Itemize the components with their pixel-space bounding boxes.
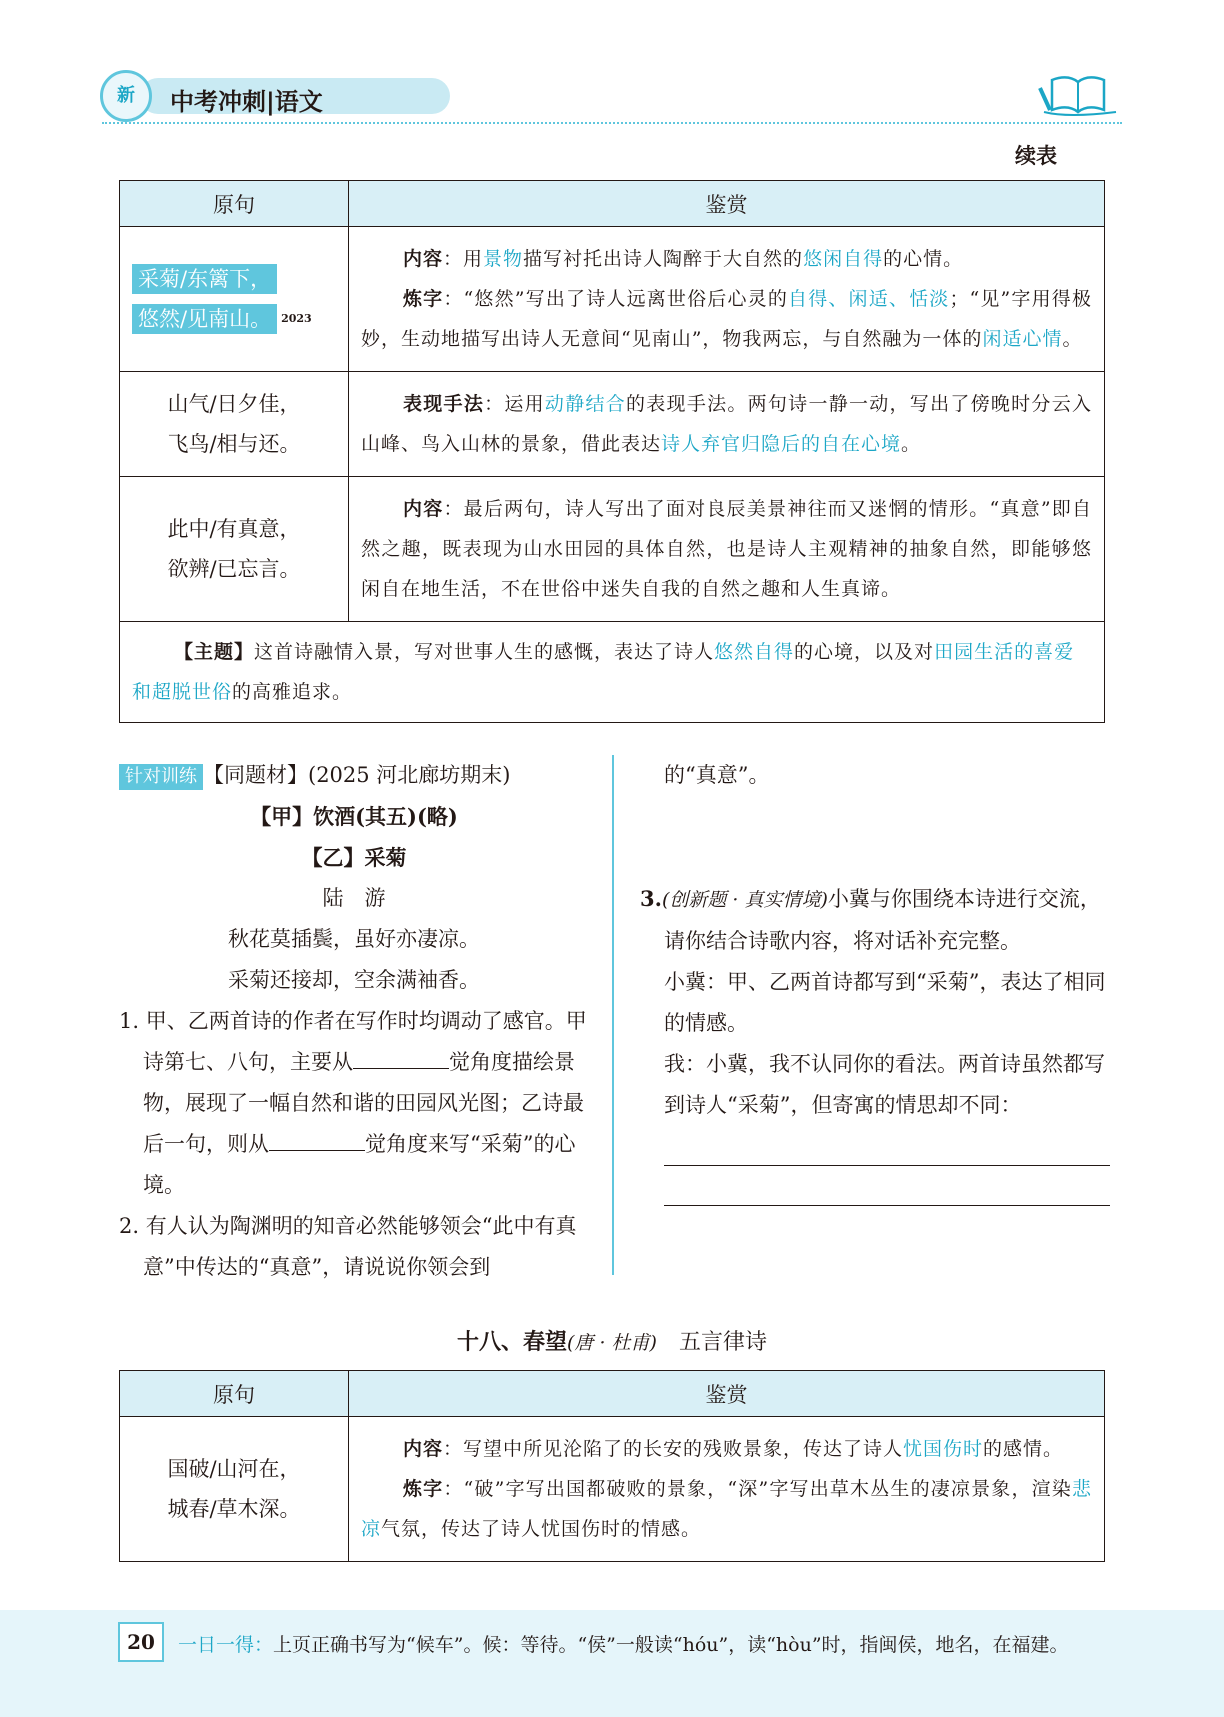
column-divider	[612, 755, 614, 1275]
answer-line-1[interactable]	[664, 1126, 1110, 1166]
daily-tip: 一日一得：上页正确书写为“候车”。候：等待。“侯”一般读“hóu”，读“hòu”时，指闽侯，地名，在福建。	[178, 1634, 1069, 1656]
lianzi-paragraph: 炼字：“悠然”写出了诗人远离世俗后心灵的自得、闲适、恬淡；“见”字用得极妙，生动地描写出诗人无意间“见南山”，物我两忘，与自然融为一体的闲适心情。	[361, 288, 1092, 350]
table-row	[120, 227, 1105, 372]
table-header-original: 原句	[120, 1371, 349, 1417]
highlight-verse-1: 采菊/东篱下，	[132, 264, 277, 294]
exercise-right-column	[640, 755, 1110, 1206]
dialogue-me: 我：小冀，我不认同你的看法。两首诗虽然都写到诗人“采菊”，但寄寓的情思却不同：	[664, 1052, 1105, 1117]
poem-verse-2: 采菊还接却，空余满袖香。	[228, 968, 480, 992]
original-verse: 此中/有真意， 欲辨/已忘言。	[120, 477, 349, 622]
lianzi-paragraph: 炼字：“破”字写出国都破败的景象，“深”字写出草木丛生的凄凉景象，渲染悲凉气氛，传达了诗人忧国伤时的情感。	[361, 1478, 1092, 1540]
table-header-appreciation: 鉴赏	[349, 1371, 1105, 1417]
poem-author: 陆 游	[322, 886, 386, 910]
theme-cell: 【主题】这首诗融情入景，写对世事人生的感慨，表达了诗人悠然自得的心境，以及对田园生活的喜爱和超脱世俗的高雅追求。	[120, 622, 1105, 723]
question-2-answer-space[interactable]	[640, 796, 1110, 878]
answer-line-2[interactable]	[664, 1166, 1110, 1206]
section-title: 十八、春望(唐 · 杜甫) 五言律诗	[457, 1329, 767, 1355]
content-paragraph: 内容：用景物描写衬托出诗人陶醉于大自然的悠闲自得的心情。	[403, 248, 964, 270]
content-paragraph: 内容：写望中所见沦陷了的长安的残败景象，传达了诗人忧国伤时的感情。	[403, 1438, 1064, 1460]
table-row	[120, 477, 1105, 622]
header-divider	[102, 122, 1122, 124]
technique-paragraph: 表现手法：运用动静结合的表现手法。两句诗一静一动，写出了傍晚时分云入山峰、鸟入山林的景象，借此表达诗人弃官归隐后的自在心境。	[361, 393, 1092, 455]
table-row	[120, 372, 1105, 477]
question-2-continued: 的“真意”。	[664, 763, 770, 787]
appreciation-cell	[349, 227, 1105, 372]
appreciation-table-2	[119, 1370, 1105, 1562]
question-3: 3.(创新题 · 真实情境)小冀与你围绕本诗进行交流，请你结合诗歌内容，将对话补充完整。	[640, 886, 1101, 953]
original-verse	[120, 227, 349, 372]
dialogue-xiaoji: 小冀：甲、乙两首诗都写到“采菊”，表达了相同的情感。	[664, 970, 1106, 1035]
highlight-verse-2: 悠然/见南山。	[132, 304, 277, 334]
exercise-heading	[119, 755, 589, 796]
table-header-original: 原句	[120, 181, 349, 227]
logo-icon: 新	[100, 70, 152, 122]
exercise-tag: 针对训练	[119, 764, 203, 790]
answer-blank-1[interactable]	[353, 1045, 449, 1069]
question-1: 1. 甲、乙两首诗的作者在写作时均调动了感官。甲诗第七、八句，主要从 觉角度描绘景物，展现了一幅自然和谐的田园风光图；乙诗最后一句，则从 觉角度来写“采菊”的心境。	[119, 1009, 587, 1197]
year-badge: 2023	[281, 312, 312, 325]
appreciation-cell	[349, 477, 1105, 622]
continued-label: 续表	[1015, 144, 1057, 168]
poem-b-title: 【乙】采菊	[301, 845, 407, 870]
table-row	[120, 1417, 1105, 1562]
page-header	[100, 70, 1125, 120]
question-3-tag: (创新题 · 真实情境)	[661, 889, 828, 911]
book-pen-icon	[1038, 70, 1118, 116]
content-paragraph: 内容：最后两句，诗人写出了面对良辰美景神往而又迷惘的情形。“真意”即自然之趣，既表现为山水田园的具体自然，也是诗人主观精神的抽象自然，即能够悠闲自在地生活，不在世俗中迷失自我的自然之趣和人生真谛。	[361, 498, 1092, 600]
table-header-appreciation: 鉴赏	[349, 181, 1105, 227]
poem-verse-1: 秋花莫插鬓，虽好亦凄凉。	[228, 927, 480, 951]
header-title: 中考冲刺|语文	[170, 88, 323, 116]
page-footer	[0, 1610, 1224, 1717]
exercise-left-column	[119, 755, 589, 1288]
original-verse: 国破/山河在， 城春/草木深。	[120, 1417, 349, 1562]
original-verse: 山气/日夕佳， 飞鸟/相与还。	[120, 372, 349, 477]
page-number: 20	[118, 1622, 164, 1662]
exercise-source: 【同题材】(2025 河北廊坊期末)	[203, 763, 511, 787]
appreciation-cell	[349, 1417, 1105, 1562]
table-row	[120, 622, 1105, 723]
poem-a-title: 【甲】饮酒(其五)(略)	[250, 804, 458, 829]
appreciation-table-1	[119, 180, 1105, 723]
question-2: 2. 有人认为陶渊明的知音必然能够领会“此中有真意”中传达的“真意”，请说说你领会到	[119, 1214, 577, 1279]
appreciation-cell	[349, 372, 1105, 477]
answer-blank-2[interactable]	[269, 1127, 365, 1151]
